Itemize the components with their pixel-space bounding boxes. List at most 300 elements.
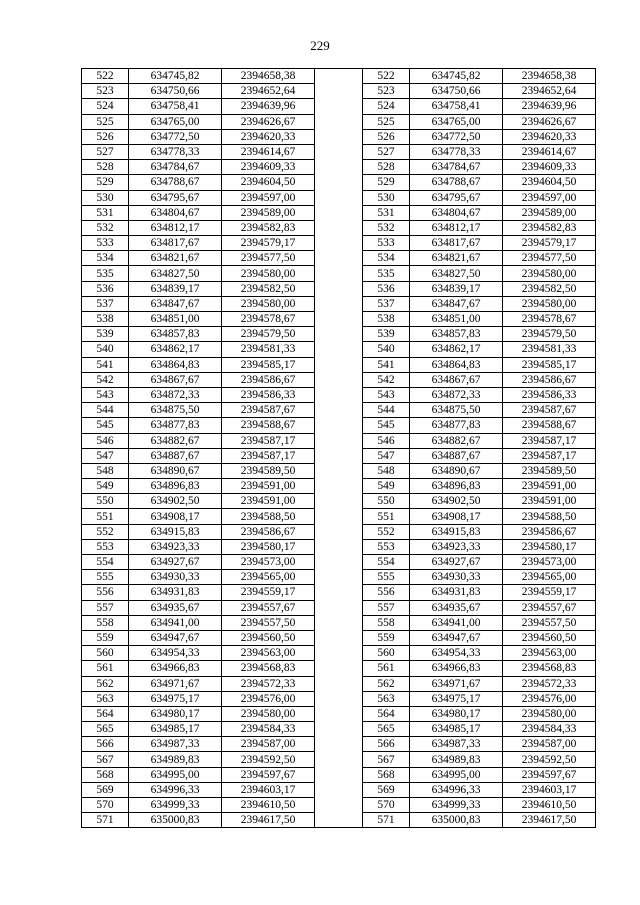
right-point-number-cell: 532 xyxy=(363,220,410,235)
right-x-coordinate-cell: 634772,50 xyxy=(410,129,503,144)
right-x-coordinate-cell: 634931,83 xyxy=(410,585,503,600)
right-y-coordinate-cell: 2394614,67 xyxy=(503,144,596,159)
right-point-number-cell: 557 xyxy=(363,600,410,615)
table-row xyxy=(82,448,596,463)
right-point-number-cell: 535 xyxy=(363,266,410,281)
left-y-coordinate-cell: 2394573,00 xyxy=(222,555,315,570)
right-x-coordinate-cell: 634778,33 xyxy=(410,144,503,159)
right-y-coordinate-cell: 2394563,00 xyxy=(503,646,596,661)
table-row xyxy=(82,539,596,554)
left-x-coordinate-cell: 634784,67 xyxy=(129,160,222,175)
left-x-coordinate-cell: 634927,67 xyxy=(129,555,222,570)
left-point-number-cell: 538 xyxy=(82,312,129,327)
table-row xyxy=(82,433,596,448)
left-x-coordinate-cell: 634804,67 xyxy=(129,205,222,220)
right-y-coordinate-cell: 2394585,17 xyxy=(503,357,596,372)
right-y-coordinate-cell: 2394584,33 xyxy=(503,722,596,737)
left-point-number-cell: 541 xyxy=(82,357,129,372)
column-gap xyxy=(315,539,363,554)
right-y-coordinate-cell: 2394586,33 xyxy=(503,387,596,402)
column-gap xyxy=(315,99,363,114)
right-x-coordinate-cell: 634966,83 xyxy=(410,661,503,676)
right-y-coordinate-cell: 2394639,96 xyxy=(503,99,596,114)
left-x-coordinate-cell: 634847,67 xyxy=(129,296,222,311)
left-x-coordinate-cell: 634851,00 xyxy=(129,312,222,327)
left-point-number-cell: 559 xyxy=(82,630,129,645)
left-y-coordinate-cell: 2394588,50 xyxy=(222,509,315,524)
table-row xyxy=(82,372,596,387)
right-x-coordinate-cell: 634927,67 xyxy=(410,555,503,570)
left-x-coordinate-cell: 634971,67 xyxy=(129,676,222,691)
table-row xyxy=(82,175,596,190)
left-point-number-cell: 542 xyxy=(82,372,129,387)
table-row xyxy=(82,752,596,767)
left-point-number-cell: 530 xyxy=(82,190,129,205)
left-y-coordinate-cell: 2394610,50 xyxy=(222,798,315,813)
left-point-number-cell: 534 xyxy=(82,251,129,266)
right-x-coordinate-cell: 634877,83 xyxy=(410,418,503,433)
table-row xyxy=(82,418,596,433)
left-y-coordinate-cell: 2394591,00 xyxy=(222,479,315,494)
right-x-coordinate-cell: 634784,67 xyxy=(410,160,503,175)
left-y-coordinate-cell: 2394588,67 xyxy=(222,418,315,433)
right-point-number-cell: 558 xyxy=(363,615,410,630)
left-point-number-cell: 545 xyxy=(82,418,129,433)
column-gap xyxy=(315,494,363,509)
left-point-number-cell: 566 xyxy=(82,737,129,752)
column-gap xyxy=(315,463,363,478)
column-gap xyxy=(315,357,363,372)
left-x-coordinate-cell: 634745,82 xyxy=(129,69,222,84)
left-point-number-cell: 528 xyxy=(82,160,129,175)
column-gap xyxy=(315,767,363,782)
right-x-coordinate-cell: 634971,67 xyxy=(410,676,503,691)
left-point-number-cell: 544 xyxy=(82,403,129,418)
left-y-coordinate-cell: 2394591,00 xyxy=(222,494,315,509)
column-gap xyxy=(315,706,363,721)
left-y-coordinate-cell: 2394580,00 xyxy=(222,266,315,281)
right-y-coordinate-cell: 2394559,17 xyxy=(503,585,596,600)
column-gap xyxy=(315,372,363,387)
left-point-number-cell: 539 xyxy=(82,327,129,342)
column-gap xyxy=(315,342,363,357)
left-x-coordinate-cell: 634985,17 xyxy=(129,722,222,737)
right-y-coordinate-cell: 2394603,17 xyxy=(503,782,596,797)
right-point-number-cell: 560 xyxy=(363,646,410,661)
right-x-coordinate-cell: 634851,00 xyxy=(410,312,503,327)
table-row xyxy=(82,236,596,251)
left-point-number-cell: 563 xyxy=(82,691,129,706)
table-row xyxy=(82,798,596,813)
right-point-number-cell: 546 xyxy=(363,433,410,448)
column-gap xyxy=(315,236,363,251)
right-point-number-cell: 528 xyxy=(363,160,410,175)
right-point-number-cell: 568 xyxy=(363,767,410,782)
right-point-number-cell: 542 xyxy=(363,372,410,387)
right-y-coordinate-cell: 2394609,33 xyxy=(503,160,596,175)
left-y-coordinate-cell: 2394584,33 xyxy=(222,722,315,737)
left-point-number-cell: 556 xyxy=(82,585,129,600)
right-x-coordinate-cell: 634817,67 xyxy=(410,236,503,251)
right-y-coordinate-cell: 2394573,00 xyxy=(503,555,596,570)
right-x-coordinate-cell: 634882,67 xyxy=(410,433,503,448)
left-x-coordinate-cell: 634935,67 xyxy=(129,600,222,615)
left-x-coordinate-cell: 634941,00 xyxy=(129,615,222,630)
left-point-number-cell: 527 xyxy=(82,144,129,159)
left-x-coordinate-cell: 634778,33 xyxy=(129,144,222,159)
right-point-number-cell: 540 xyxy=(363,342,410,357)
left-y-coordinate-cell: 2394586,67 xyxy=(222,524,315,539)
column-gap xyxy=(315,144,363,159)
left-y-coordinate-cell: 2394568,83 xyxy=(222,661,315,676)
left-y-coordinate-cell: 2394577,50 xyxy=(222,251,315,266)
column-gap xyxy=(315,600,363,615)
left-y-coordinate-cell: 2394559,17 xyxy=(222,585,315,600)
right-x-coordinate-cell: 634847,67 xyxy=(410,296,503,311)
left-point-number-cell: 562 xyxy=(82,676,129,691)
column-gap xyxy=(315,205,363,220)
right-y-coordinate-cell: 2394578,67 xyxy=(503,312,596,327)
right-y-coordinate-cell: 2394652,64 xyxy=(503,84,596,99)
right-y-coordinate-cell: 2394572,33 xyxy=(503,676,596,691)
right-point-number-cell: 566 xyxy=(363,737,410,752)
left-x-coordinate-cell: 634902,50 xyxy=(129,494,222,509)
left-x-coordinate-cell: 634915,83 xyxy=(129,524,222,539)
column-gap xyxy=(315,296,363,311)
right-point-number-cell: 544 xyxy=(363,403,410,418)
table-row xyxy=(82,357,596,372)
table-row xyxy=(82,99,596,114)
table-row xyxy=(82,570,596,585)
left-point-number-cell: 552 xyxy=(82,524,129,539)
right-point-number-cell: 526 xyxy=(363,129,410,144)
table-row xyxy=(82,706,596,721)
right-x-coordinate-cell: 634758,41 xyxy=(410,99,503,114)
left-point-number-cell: 555 xyxy=(82,570,129,585)
right-x-coordinate-cell: 634864,83 xyxy=(410,357,503,372)
left-y-coordinate-cell: 2394589,50 xyxy=(222,463,315,478)
left-x-coordinate-cell: 634812,17 xyxy=(129,220,222,235)
right-y-coordinate-cell: 2394620,33 xyxy=(503,129,596,144)
right-point-number-cell: 550 xyxy=(363,494,410,509)
table-row xyxy=(82,767,596,782)
right-x-coordinate-cell: 634795,67 xyxy=(410,190,503,205)
left-x-coordinate-cell: 634821,67 xyxy=(129,251,222,266)
left-y-coordinate-cell: 2394652,64 xyxy=(222,84,315,99)
left-point-number-cell: 564 xyxy=(82,706,129,721)
right-y-coordinate-cell: 2394565,00 xyxy=(503,570,596,585)
table-row xyxy=(82,342,596,357)
column-gap xyxy=(315,782,363,797)
left-y-coordinate-cell: 2394587,67 xyxy=(222,403,315,418)
right-x-coordinate-cell: 634750,66 xyxy=(410,84,503,99)
right-y-coordinate-cell: 2394591,00 xyxy=(503,479,596,494)
right-y-coordinate-cell: 2394579,17 xyxy=(503,236,596,251)
left-x-coordinate-cell: 634788,67 xyxy=(129,175,222,190)
left-y-coordinate-cell: 2394580,17 xyxy=(222,539,315,554)
left-x-coordinate-cell: 634772,50 xyxy=(129,129,222,144)
right-point-number-cell: 523 xyxy=(363,84,410,99)
left-y-coordinate-cell: 2394609,33 xyxy=(222,160,315,175)
right-y-coordinate-cell: 2394587,17 xyxy=(503,433,596,448)
left-x-coordinate-cell: 634966,83 xyxy=(129,661,222,676)
right-point-number-cell: 556 xyxy=(363,585,410,600)
left-y-coordinate-cell: 2394617,50 xyxy=(222,813,315,828)
table-row xyxy=(82,220,596,235)
column-gap xyxy=(315,479,363,494)
column-gap xyxy=(315,752,363,767)
right-point-number-cell: 555 xyxy=(363,570,410,585)
column-gap xyxy=(315,676,363,691)
right-y-coordinate-cell: 2394658,38 xyxy=(503,69,596,84)
column-gap xyxy=(315,129,363,144)
left-point-number-cell: 565 xyxy=(82,722,129,737)
table-row xyxy=(82,722,596,737)
right-x-coordinate-cell: 634980,17 xyxy=(410,706,503,721)
table-row xyxy=(82,782,596,797)
right-x-coordinate-cell: 634872,33 xyxy=(410,387,503,402)
column-gap xyxy=(315,585,363,600)
table-row xyxy=(82,327,596,342)
left-y-coordinate-cell: 2394614,67 xyxy=(222,144,315,159)
left-point-number-cell: 558 xyxy=(82,615,129,630)
left-y-coordinate-cell: 2394579,50 xyxy=(222,327,315,342)
left-point-number-cell: 557 xyxy=(82,600,129,615)
left-x-coordinate-cell: 634877,83 xyxy=(129,418,222,433)
left-x-coordinate-cell: 634947,67 xyxy=(129,630,222,645)
left-x-coordinate-cell: 634872,33 xyxy=(129,387,222,402)
right-x-coordinate-cell: 634902,50 xyxy=(410,494,503,509)
right-point-number-cell: 571 xyxy=(363,813,410,828)
column-gap xyxy=(315,555,363,570)
left-x-coordinate-cell: 634930,33 xyxy=(129,570,222,585)
right-y-coordinate-cell: 2394577,50 xyxy=(503,251,596,266)
right-point-number-cell: 559 xyxy=(363,630,410,645)
right-x-coordinate-cell: 634954,33 xyxy=(410,646,503,661)
left-x-coordinate-cell: 634989,83 xyxy=(129,752,222,767)
left-point-number-cell: 533 xyxy=(82,236,129,251)
left-point-number-cell: 546 xyxy=(82,433,129,448)
left-y-coordinate-cell: 2394597,67 xyxy=(222,767,315,782)
right-point-number-cell: 547 xyxy=(363,448,410,463)
column-gap xyxy=(315,509,363,524)
left-x-coordinate-cell: 634995,00 xyxy=(129,767,222,782)
right-point-number-cell: 543 xyxy=(363,387,410,402)
left-y-coordinate-cell: 2394587,17 xyxy=(222,433,315,448)
right-point-number-cell: 563 xyxy=(363,691,410,706)
column-gap xyxy=(315,403,363,418)
right-y-coordinate-cell: 2394588,50 xyxy=(503,509,596,524)
column-gap xyxy=(315,69,363,84)
right-point-number-cell: 562 xyxy=(363,676,410,691)
right-y-coordinate-cell: 2394580,00 xyxy=(503,296,596,311)
right-y-coordinate-cell: 2394581,33 xyxy=(503,342,596,357)
coordinates-table-body xyxy=(82,69,596,828)
right-point-number-cell: 553 xyxy=(363,539,410,554)
left-y-coordinate-cell: 2394557,50 xyxy=(222,615,315,630)
right-x-coordinate-cell: 634995,00 xyxy=(410,767,503,782)
column-gap xyxy=(315,524,363,539)
right-point-number-cell: 554 xyxy=(363,555,410,570)
left-point-number-cell: 549 xyxy=(82,479,129,494)
left-point-number-cell: 567 xyxy=(82,752,129,767)
column-gap xyxy=(315,175,363,190)
column-gap xyxy=(315,327,363,342)
right-y-coordinate-cell: 2394626,67 xyxy=(503,114,596,129)
table-row xyxy=(82,160,596,175)
left-x-coordinate-cell: 634882,67 xyxy=(129,433,222,448)
left-point-number-cell: 525 xyxy=(82,114,129,129)
left-y-coordinate-cell: 2394581,33 xyxy=(222,342,315,357)
right-y-coordinate-cell: 2394610,50 xyxy=(503,798,596,813)
right-x-coordinate-cell: 634887,67 xyxy=(410,448,503,463)
left-point-number-cell: 524 xyxy=(82,99,129,114)
right-point-number-cell: 548 xyxy=(363,463,410,478)
left-y-coordinate-cell: 2394582,83 xyxy=(222,220,315,235)
left-x-coordinate-cell: 634817,67 xyxy=(129,236,222,251)
left-x-coordinate-cell: 634890,67 xyxy=(129,463,222,478)
left-y-coordinate-cell: 2394589,00 xyxy=(222,205,315,220)
left-point-number-cell: 540 xyxy=(82,342,129,357)
left-x-coordinate-cell: 634980,17 xyxy=(129,706,222,721)
left-y-coordinate-cell: 2394597,00 xyxy=(222,190,315,205)
column-gap xyxy=(315,281,363,296)
left-y-coordinate-cell: 2394592,50 xyxy=(222,752,315,767)
right-x-coordinate-cell: 634985,17 xyxy=(410,722,503,737)
column-gap xyxy=(315,418,363,433)
column-gap xyxy=(315,570,363,585)
left-y-coordinate-cell: 2394582,50 xyxy=(222,281,315,296)
left-point-number-cell: 551 xyxy=(82,509,129,524)
left-x-coordinate-cell: 634839,17 xyxy=(129,281,222,296)
right-y-coordinate-cell: 2394568,83 xyxy=(503,661,596,676)
table-row xyxy=(82,661,596,676)
right-x-coordinate-cell: 634765,00 xyxy=(410,114,503,129)
left-y-coordinate-cell: 2394578,67 xyxy=(222,312,315,327)
right-point-number-cell: 525 xyxy=(363,114,410,129)
right-point-number-cell: 538 xyxy=(363,312,410,327)
left-point-number-cell: 535 xyxy=(82,266,129,281)
left-x-coordinate-cell: 634795,67 xyxy=(129,190,222,205)
column-gap xyxy=(315,646,363,661)
right-x-coordinate-cell: 634975,17 xyxy=(410,691,503,706)
table-row xyxy=(82,114,596,129)
left-point-number-cell: 550 xyxy=(82,494,129,509)
left-point-number-cell: 537 xyxy=(82,296,129,311)
right-x-coordinate-cell: 634875,50 xyxy=(410,403,503,418)
left-point-number-cell: 548 xyxy=(82,463,129,478)
right-y-coordinate-cell: 2394587,67 xyxy=(503,403,596,418)
right-point-number-cell: 536 xyxy=(363,281,410,296)
table-row xyxy=(82,555,596,570)
right-x-coordinate-cell: 634839,17 xyxy=(410,281,503,296)
right-y-coordinate-cell: 2394591,00 xyxy=(503,494,596,509)
right-point-number-cell: 545 xyxy=(363,418,410,433)
table-row xyxy=(82,691,596,706)
left-y-coordinate-cell: 2394604,50 xyxy=(222,175,315,190)
left-point-number-cell: 522 xyxy=(82,69,129,84)
left-x-coordinate-cell: 634750,66 xyxy=(129,84,222,99)
column-gap xyxy=(315,266,363,281)
table-row xyxy=(82,69,596,84)
left-y-coordinate-cell: 2394658,38 xyxy=(222,69,315,84)
left-point-number-cell: 532 xyxy=(82,220,129,235)
column-gap xyxy=(315,737,363,752)
left-x-coordinate-cell: 634896,83 xyxy=(129,479,222,494)
left-point-number-cell: 570 xyxy=(82,798,129,813)
table-row xyxy=(82,737,596,752)
left-y-coordinate-cell: 2394626,67 xyxy=(222,114,315,129)
table-row xyxy=(82,600,596,615)
right-point-number-cell: 551 xyxy=(363,509,410,524)
right-y-coordinate-cell: 2394588,67 xyxy=(503,418,596,433)
left-x-coordinate-cell: 634999,33 xyxy=(129,798,222,813)
right-x-coordinate-cell: 634821,67 xyxy=(410,251,503,266)
right-point-number-cell: 539 xyxy=(363,327,410,342)
right-y-coordinate-cell: 2394557,67 xyxy=(503,600,596,615)
left-x-coordinate-cell: 634954,33 xyxy=(129,646,222,661)
left-y-coordinate-cell: 2394603,17 xyxy=(222,782,315,797)
table-row xyxy=(82,494,596,509)
table-row xyxy=(82,266,596,281)
right-point-number-cell: 537 xyxy=(363,296,410,311)
left-x-coordinate-cell: 634867,67 xyxy=(129,372,222,387)
table-row xyxy=(82,813,596,828)
left-y-coordinate-cell: 2394620,33 xyxy=(222,129,315,144)
table-row xyxy=(82,646,596,661)
left-y-coordinate-cell: 2394572,33 xyxy=(222,676,315,691)
left-point-number-cell: 561 xyxy=(82,661,129,676)
table-row xyxy=(82,463,596,478)
left-x-coordinate-cell: 634758,41 xyxy=(129,99,222,114)
table-row xyxy=(82,403,596,418)
table-row xyxy=(82,509,596,524)
column-gap xyxy=(315,722,363,737)
left-x-coordinate-cell: 634996,33 xyxy=(129,782,222,797)
right-y-coordinate-cell: 2394560,50 xyxy=(503,630,596,645)
right-y-coordinate-cell: 2394589,00 xyxy=(503,205,596,220)
left-y-coordinate-cell: 2394557,67 xyxy=(222,600,315,615)
left-x-coordinate-cell: 634857,83 xyxy=(129,327,222,342)
left-y-coordinate-cell: 2394576,00 xyxy=(222,691,315,706)
right-x-coordinate-cell: 634989,83 xyxy=(410,752,503,767)
right-point-number-cell: 522 xyxy=(363,69,410,84)
column-gap xyxy=(315,813,363,828)
table-row xyxy=(82,205,596,220)
left-x-coordinate-cell: 634987,33 xyxy=(129,737,222,752)
right-y-coordinate-cell: 2394580,17 xyxy=(503,539,596,554)
right-point-number-cell: 529 xyxy=(363,175,410,190)
left-x-coordinate-cell: 634864,83 xyxy=(129,357,222,372)
right-y-coordinate-cell: 2394617,50 xyxy=(503,813,596,828)
right-x-coordinate-cell: 634804,67 xyxy=(410,205,503,220)
right-y-coordinate-cell: 2394557,50 xyxy=(503,615,596,630)
right-y-coordinate-cell: 2394597,00 xyxy=(503,190,596,205)
column-gap xyxy=(315,312,363,327)
right-x-coordinate-cell: 634745,82 xyxy=(410,69,503,84)
right-x-coordinate-cell: 634867,67 xyxy=(410,372,503,387)
left-x-coordinate-cell: 634931,83 xyxy=(129,585,222,600)
column-gap xyxy=(315,433,363,448)
left-point-number-cell: 554 xyxy=(82,555,129,570)
table-row xyxy=(82,312,596,327)
right-x-coordinate-cell: 635000,83 xyxy=(410,813,503,828)
left-x-coordinate-cell: 634923,33 xyxy=(129,539,222,554)
column-gap xyxy=(315,691,363,706)
right-x-coordinate-cell: 634812,17 xyxy=(410,220,503,235)
right-y-coordinate-cell: 2394589,50 xyxy=(503,463,596,478)
table-row xyxy=(82,281,596,296)
